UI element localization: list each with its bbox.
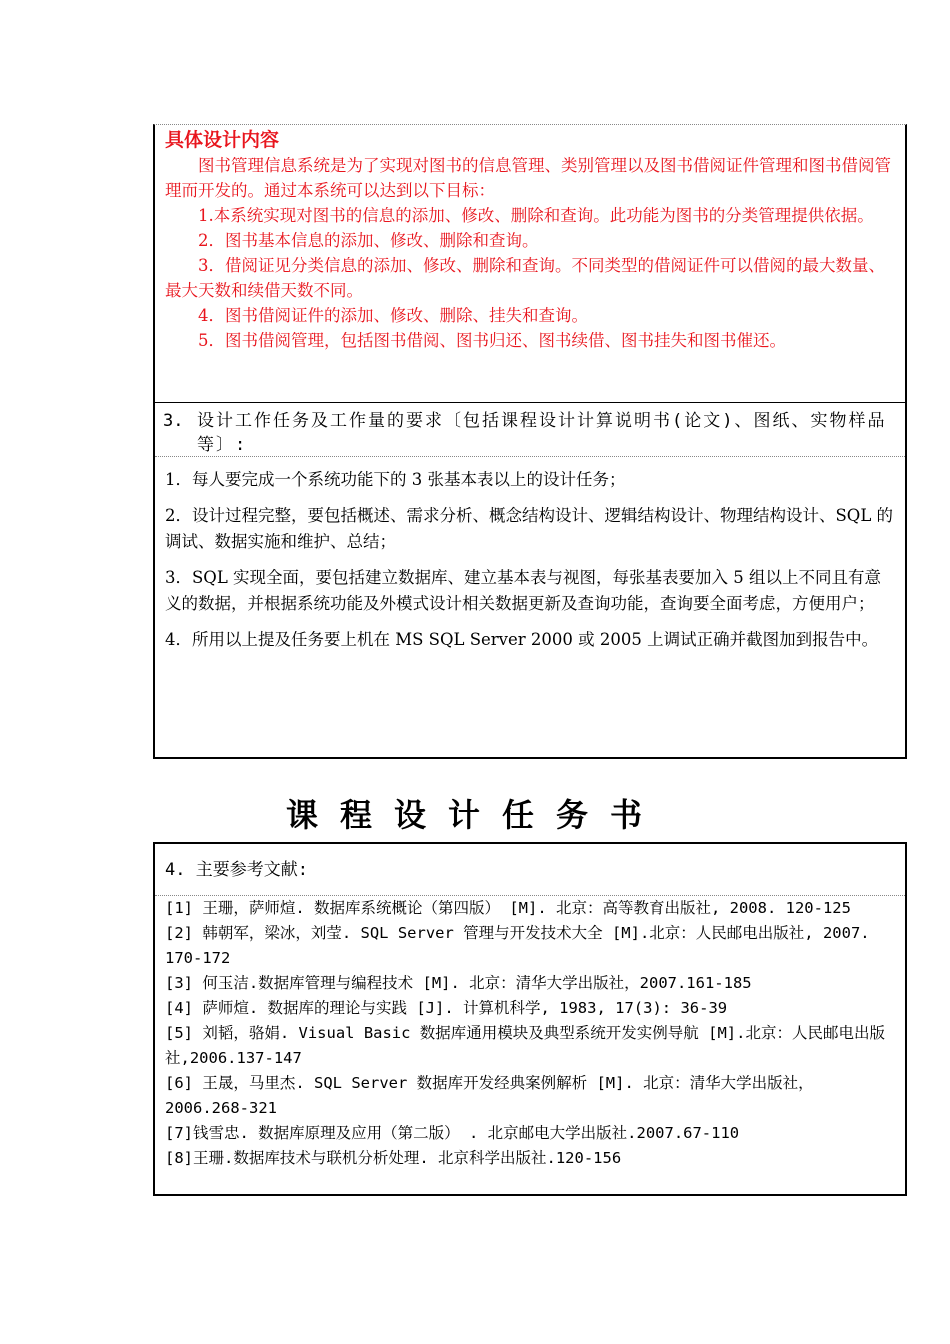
requirements-list — [155, 467, 905, 653]
design-content-section — [155, 125, 905, 403]
references-heading: 4. 主要参考文献: — [155, 844, 905, 896]
reference-item: [6] 王晟，马里杰. SQL Server 数据库开发经典案例解析 [M]. 北京：清华大学出版社，2006.268-321 — [165, 1074, 814, 1117]
reference-item: [5] 刘韬，骆娟. Visual Basic 数据库通用模块及典型系统开发实例导航 [M].北京：人民邮电出版社,2006.137-147 — [165, 1024, 885, 1067]
references-list — [155, 896, 905, 1171]
task-table-upper — [153, 124, 907, 759]
requirements-heading-number: 3. — [163, 411, 184, 431]
reference-item: [8]王珊.数据库技术与联机分析处理. 北京科学出版社.120-156 — [165, 1149, 622, 1167]
reference-item: [1] 王珊，萨师煊. 数据库系统概论（第四版） [M]. 北京：高等教育出版社, 2008. 120-125 — [165, 899, 851, 917]
design-goal: 2．图书基本信息的添加、修改、删除和查询。 — [198, 231, 539, 250]
reference-item: [2] 韩朝军，梁冰，刘莹. SQL Server 管理与开发技术大全 [M].北京：人民邮电出版社, 2007. 170-172 — [165, 924, 870, 967]
requirements-heading-text: 设计工作任务及工作量的要求〔包括课程设计计算说明书(论文)、图纸、实物样品等〕: — [197, 411, 887, 455]
page-title: 课程设计任务书 — [285, 796, 664, 834]
requirement-item: 4．所用以上提及任务要上机在 MS SQL Server 2000 或 2005 上调试正确并截图加到报告中。 — [165, 630, 879, 649]
reference-item: [4] 萨师煊. 数据库的理论与实践 [J]. 计算机科学, 1983, 17(3): 36-39 — [165, 999, 728, 1017]
requirement-item: 3．SQL 实现全面，要包括建立数据库、建立基本表与视图，每张基表要加入 5 组以上不同且有意义的数据，并根据系统功能及外模式设计相关数据更新及查询功能，查询要全面考虑，方便用户； — [165, 568, 882, 613]
design-intro: 图书管理信息系统是为了实现对图书的信息管理、类别管理以及图书借阅证件管理和图书借阅管理而开发的。通过本系统可以达到以下目标： — [165, 156, 891, 200]
task-table-lower — [153, 842, 907, 1196]
requirements-heading — [155, 403, 905, 457]
design-goal: 3．借阅证见分类信息的添加、修改、删除和查询。不同类型的借阅证件可以借阅的最大数量、最大天数和续借天数不同。 — [165, 256, 885, 300]
reference-item: [3] 何玉洁.数据库管理与编程技术 [M]. 北京：清华大学出版社，2007.161-185 — [165, 974, 752, 992]
design-goal: 4．图书借阅证件的添加、修改、删除、挂失和查询。 — [198, 306, 588, 325]
design-goal: 1.本系统实现对图书的信息的添加、修改、删除和查询。此功能为图书的分类管理提供依据。 — [198, 206, 874, 225]
reference-item: [7]钱雪忠. 数据库原理及应用（第二版） . 北京邮电大学出版社.2007.67-110 — [165, 1124, 740, 1142]
requirement-item: 2．设计过程完整，要包括概述、需求分析、概念结构设计、逻辑结构设计、物理结构设计、SQL 的调试、数据实施和维护、总结； — [165, 506, 894, 551]
design-content-title: 具体设计内容 — [165, 129, 280, 151]
design-goal: 5．图书借阅管理，包括图书借阅、图书归还、图书续借、图书挂失和图书催还。 — [198, 331, 786, 350]
requirement-item: 1．每人要完成一个系统功能下的 3 张基本表以上的设计任务； — [165, 470, 626, 489]
